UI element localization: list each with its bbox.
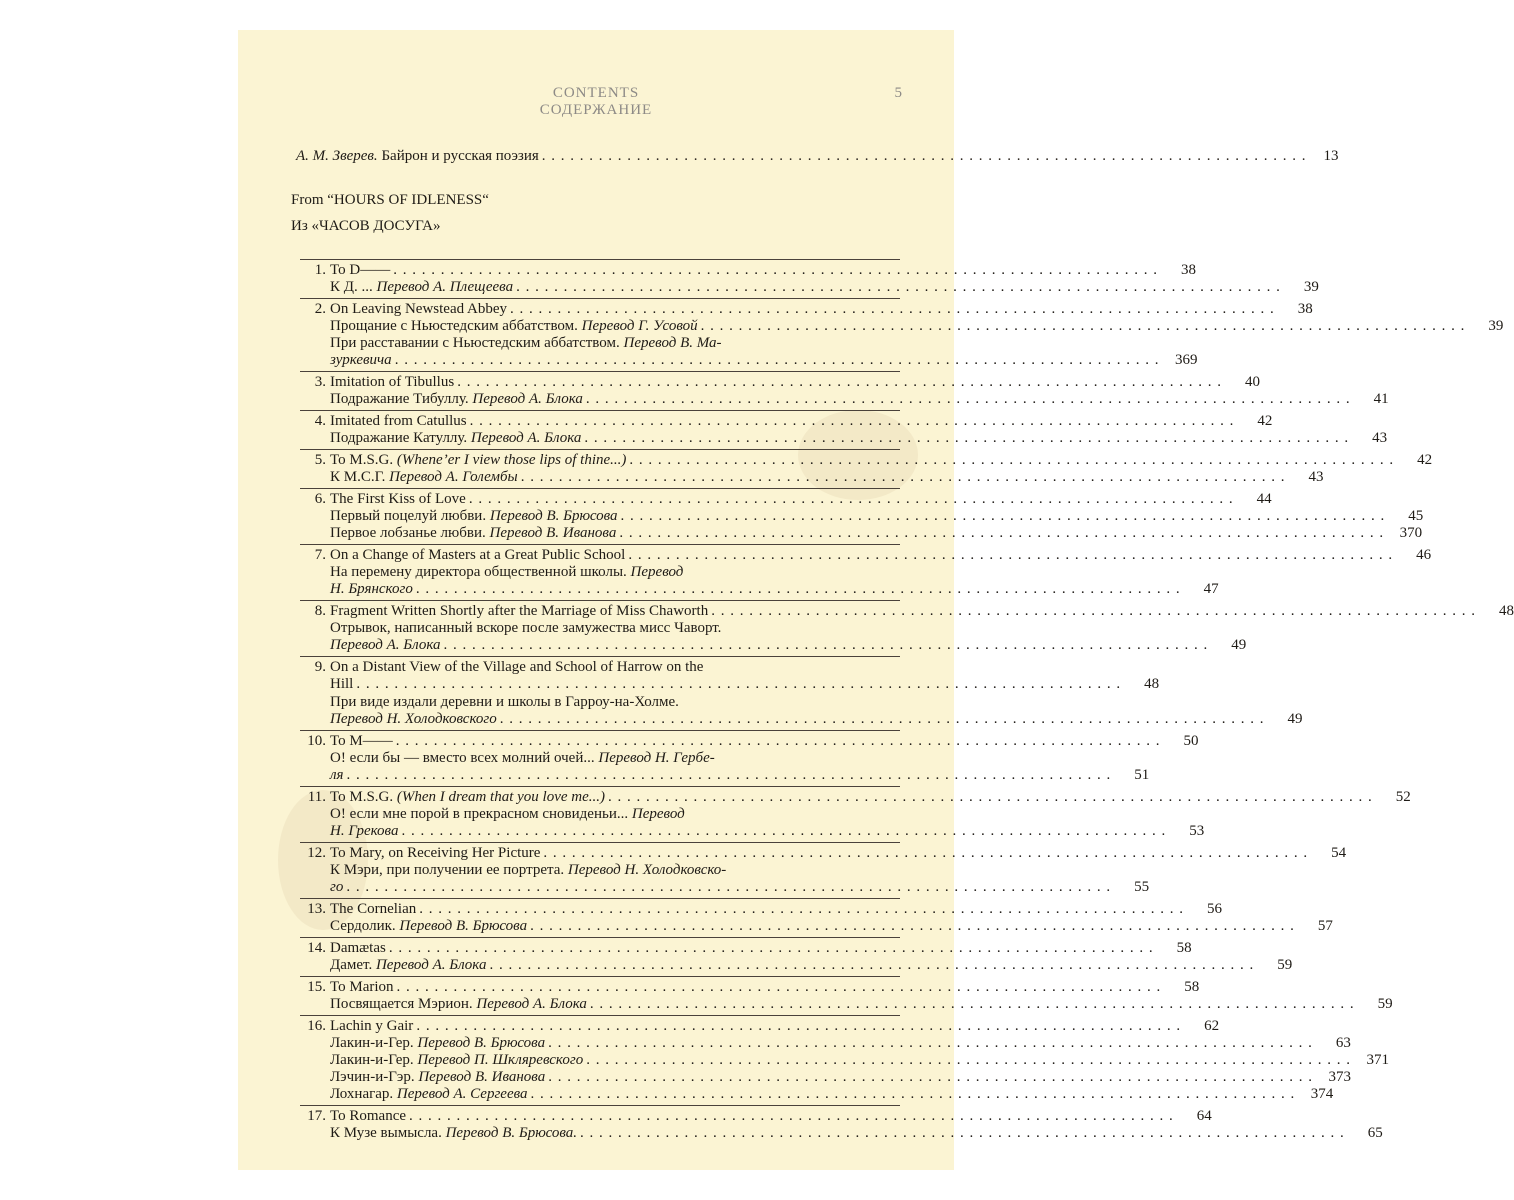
entry-divider [300, 410, 900, 411]
entry-title [330, 452, 626, 469]
leader-dots: . . . . . . . . . . . . . . . . . . . . . . . . . . . . . . . . . . . . . . . . . . . . . . . . . . . . . . . . . . . . . . . . . . . . . . . . . . . . . . . . . [628, 547, 1394, 563]
entry-page: 43 [1372, 430, 1388, 447]
contents-heading-ru: СОДЕРЖАНИЕ [539, 102, 653, 118]
leader-dots: . . . . . . . . . . . . . . . . . . . . . . . . . . . . . . . . . . . . . . . . . . . . . . . . . . . . . . . . . . . . . . . . . . . . . . . . . . . . . . . . . [608, 788, 1373, 805]
leader-dots: . . . . . . . . . . . . . . . . . . . . . . . . . . . . . . . . . . . . . . . . . . . . . . . . . . . . . . . . . . . . . . . . . . . . . . . . . . . . . . . . . [401, 822, 1167, 839]
leader-dots: . . . . . . . . . . . . . . . . . . . . . . . . . . . . . . . . . . . . . . . . . . . . . . . . . . . . . . . . . . . . . . . . . . . . . . . . . . . . . . . . . [585, 391, 1351, 408]
entry-line [330, 508, 1424, 525]
entry-title [330, 1052, 583, 1069]
leader-dots: . . . . . . . . . . . . . . . . . . . . . . . . . . . . . . . . . . . . . . . . . . . . . . . . . . . . . . . . . . . . . . . . . . . . . . . . . . . . . . . . . [520, 469, 1286, 486]
contents-list [238, 30, 1514, 1170]
entry-translator: Перевод [631, 805, 685, 822]
entry-title-text: On a Distant View of the Village and School of Harrow on the [330, 659, 704, 676]
entry-title [330, 918, 527, 935]
entry-line [330, 750, 900, 767]
entry-divider [300, 898, 900, 899]
entry-title [330, 823, 398, 840]
entry-page: 65 [1367, 1125, 1383, 1142]
entry-title [330, 845, 540, 862]
entry-line [330, 603, 1514, 620]
entry-title-text: О! если бы — вместо всех молний очей... [330, 749, 599, 766]
entry-title [330, 901, 416, 918]
entry-line [330, 352, 1198, 369]
entry-page: 58 [1184, 978, 1200, 995]
entry-line [330, 318, 1504, 335]
entry-line [330, 262, 1196, 279]
entry-line [330, 564, 900, 581]
entry-title-text: Посвящается Мэрион. [330, 995, 477, 1012]
entry-line [330, 1108, 1212, 1125]
entry-title [330, 1086, 528, 1103]
leader-dots: . . . . . . . . . . . . . . . . . . . . . . . . . . . . . . . . . . . . . . . . . . . . . . . . . . . . . . . . . . . . . . . . . . . . . . . . . . . . . . . . . [586, 1051, 1351, 1068]
leader-dots: . . . . . . . . . . . . . . . . . . . . . . . . . . . . . . . . . . . . . . . . . . . . . . . . . . . . . . . . . . . . . . . . . . . . . . . . . . . . . . . . . [629, 452, 1395, 468]
entry-divider [300, 600, 900, 601]
entry-line [330, 659, 900, 676]
entry-title [330, 564, 683, 581]
leader-dots: . . . . . . . . . . . . . . . . . . . . . . . . . . . . . . . . . . . . . . . . . . . . . . . . . . . . . . . . . . . . . . . . . . . . . . . . . . . . . . . . . [489, 956, 1255, 973]
entry-number: 4. [314, 413, 326, 430]
entry-title-text: To M—— [330, 732, 393, 749]
leader-dots: . . . . . . . . . . . . . . . . . . . . . . . . . . . . . . . . . . . . . . . . . . . . . . . . . . . . . . . . . . . . . . . . . . . . . . . . . . . . . . . . . [516, 279, 1281, 296]
leader-dots: . . . . . . . . . . . . . . . . . . . . . . . . . . . . . . . . . . . . . . . . . . . . . . . . . . . . . . . . . . . . . . . . . . . . . . . . . . . . . . . . . [530, 917, 1295, 934]
entry-title-text: На перемену директора общественной школы. [330, 564, 631, 581]
leader-dots: . . . . . . . . . . . . . . . . . . . . . . . . . . . . . . . . . . . . . . . . . . . . . . . . . . . . . . . . . . . . . . . . . . . . . . . . . . . . . . . . . [548, 1069, 1313, 1086]
entry-page: 40 [1244, 374, 1260, 391]
entry-line [330, 995, 1393, 1013]
entry-title [330, 957, 486, 974]
entry-page: 371 [1366, 1051, 1389, 1068]
leader-dots: . . . . . . . . . . . . . . . . . . . . . . . . . . . . . . . . . . . . . . . . . . . . . . . . . . . . . . . . . . . . . . . . . . . . . . . . . . . . . . . . . [468, 490, 1234, 507]
entry-line [330, 844, 1347, 862]
entry-page: 45 [1408, 508, 1424, 525]
entry-page: 54 [1331, 844, 1347, 861]
entry-title [330, 940, 386, 957]
entry-title-text: К Д. ... [330, 279, 377, 296]
entry-title-text: К М.С.Г. [330, 469, 390, 486]
entry-title-text: Дамет. [330, 956, 376, 973]
entry-title [330, 525, 616, 542]
entry-translator: Перевод А. Сергеева [396, 1086, 528, 1103]
entry-divider [300, 656, 900, 657]
entry-title [330, 262, 390, 279]
entry-title [330, 637, 440, 654]
entry-divider [300, 1015, 900, 1016]
entry-translator: (Whene’er I view those lips of thine...) [396, 452, 627, 468]
entry-title-text: To M.S.G. [330, 452, 397, 468]
entry-page: 49 [1287, 710, 1303, 727]
entry-translator: Н. Грекова [330, 822, 399, 839]
entry-page: 42 [1417, 452, 1433, 468]
entry-page: 58 [1176, 939, 1192, 956]
entry-title-text: При виде издали деревни и школы в Гарроу-на-Холме. [330, 693, 679, 710]
entry-title [330, 581, 413, 598]
entry-translator: Перевод В. Иванова [418, 1069, 546, 1086]
entry-line [330, 879, 1150, 896]
entry-line [330, 694, 900, 711]
entry-line [330, 862, 900, 879]
entry-title-text: On a Change of Masters at a Great Public School [330, 547, 626, 563]
leader-dots: . . . . . . . . . . . . . . . . . . . . . . . . . . . . . . . . . . . . . . . . . . . . . . . . . . . . . . . . . . . . . . . . . . . . . . . . . . . . . . . . . [388, 939, 1154, 956]
entry-translator: Перевод Г. Усовой [581, 318, 698, 335]
entry-number: 2. [314, 300, 326, 317]
entry-title [330, 413, 467, 430]
entry-title [330, 1069, 545, 1086]
entry-title [330, 789, 605, 806]
entry-number: 14. [307, 939, 326, 956]
entry-page: 51 [1134, 766, 1150, 783]
entry-page: 64 [1196, 1108, 1212, 1124]
leader-dots: . . . . . . . . . . . . . . . . . . . . . . . . . . . . . . . . . . . . . . . . . . . . . . . . . . . . . . . . . . . . . . . . . . . . . . . . . . . . . . . . . [419, 900, 1184, 917]
intro-title: Байрон и русская поэзия [381, 148, 539, 164]
leader-dots: . . . . . . . . . . . . . . . . . . . . . . . . . . . . . . . . . . . . . . . . . . . . . . . . . . . . . . . . . . . . . . . . . . . . . . . . . . . . . . . . . [457, 374, 1222, 391]
entry-title [330, 750, 715, 767]
entry-page: 41 [1373, 391, 1389, 408]
entry-line [330, 1086, 1334, 1103]
leader-dots: . . . . . . . . . . . . . . . . . . . . . . . . . . . . . . . . . . . . . . . . . . . . . . . . . . . . . . . . . . . . . . . . . . . . . . . . . . . . . . . . . [409, 1108, 1174, 1124]
entry-page: 39 [1488, 318, 1504, 335]
entry-title [330, 979, 394, 996]
entry-translator: Перевод А. Блока [330, 637, 441, 654]
entry-translator: зуркевича [330, 352, 392, 369]
entry-divider [300, 371, 900, 372]
entry-title-text: On Leaving Newstead Abbey [330, 300, 508, 317]
leader-dots: . . . . . . . . . . . . . . . . . . . . . . . . . . . . . . . . . . . . . . . . . . . . . . . . . . . . . . . . . . . . . . . . . . . . . . . . . . . . . . . . . [346, 766, 1112, 783]
entry-divider [300, 298, 900, 299]
entry-title-text: Hill [330, 676, 354, 693]
entry-title-text: Лохнагар. [330, 1086, 397, 1103]
entry-title [330, 1018, 413, 1035]
entry-translator: Перевод В. Брюсова. [445, 1125, 578, 1142]
entry-line [330, 676, 1160, 693]
leader-dots: . . . . . . . . . . . . . . . . . . . . . . . . . . . . . . . . . . . . . . . . . . . . . . . . . . . . . . . . . . . . . . . . . . . . . . . . . . . . . . . . . [416, 1017, 1182, 1034]
entry-page: 52 [1395, 788, 1411, 805]
entry-translator: (When I dream that you love me...) [396, 788, 606, 805]
entry-title [330, 996, 587, 1013]
entry-line [330, 822, 1205, 840]
entry-line [330, 732, 1199, 750]
entry-translator: Перевод [630, 564, 684, 581]
leader-dots: . . . . . . . . . . . . . . . . . . . . . . . . . . . . . . . . . . . . . . . . . . . . . . . . . . . . . . . . . . . . . . . . . . . . . . . . . . . . . . . . . [543, 844, 1309, 861]
entry-line [330, 788, 1411, 806]
leader-dots: . . . . . . . . . . . . . . . . . . . . . . . . . . . . . . . . . . . . . . . . . . . . . . . . . . . . . . . . . . . . . . . . . . . . . . . . . . . . . . . . . [393, 262, 1158, 278]
entry-translator: Перевод Н. Гербе- [598, 749, 715, 766]
entry-translator: Перевод В. Иванова [489, 525, 617, 542]
entry-title [330, 430, 581, 447]
entry-title [330, 318, 698, 335]
entry-page: 56 [1206, 900, 1222, 917]
entry-line [330, 1051, 1389, 1069]
entry-title-text: К Мэри, при получении ее портрета. [330, 861, 568, 878]
entry-translator: го [330, 879, 344, 896]
entry-title-text: О! если мне порой в прекрасном сновиденьи... [330, 805, 632, 822]
leader-dots: . . . . . . . . . . . . . . . . . . . . . . . . . . . . . . . . . . . . . . . . . . . . . . . . . . . . . . . . . . . . . . . . . . . . . . . . . . . . . . . . . [415, 581, 1181, 598]
entry-line [330, 335, 900, 352]
entry-title [330, 491, 466, 508]
entry-page: 38 [1180, 262, 1196, 278]
entry-title [330, 547, 625, 564]
intro-page: 13 [1323, 148, 1339, 164]
book-page [238, 30, 1514, 1170]
entry-line [330, 452, 1433, 469]
entry-title [330, 391, 583, 408]
entry-title-text: Подражание Катуллу. [330, 430, 471, 447]
leader-dots: . . . . . . . . . . . . . . . . . . . . . . . . . . . . . . . . . . . . . . . . . . . . . . . . . . . . . . . . . . . . . . . . . . . . . . . . . . . . . . . . . [499, 710, 1265, 727]
entry-line [330, 917, 1333, 935]
section-title-en: From “HOURS OF IDLENESS“ [291, 192, 489, 208]
entry-line [330, 766, 1150, 784]
entry-page: 373 [1328, 1069, 1351, 1086]
entry-title [330, 806, 685, 823]
entry-page: 49 [1231, 637, 1247, 654]
entry-title-text: To D—— [330, 262, 391, 278]
entry-translator: Перевод В. Брюсова [417, 1034, 546, 1051]
entry-title-text: К Музе вымысла. [330, 1125, 446, 1142]
intro-author: А. М. Зверев. [296, 148, 378, 164]
entry-page: 63 [1335, 1034, 1351, 1051]
entry-translator: Перевод А. Блока [470, 430, 582, 447]
entry-page: 59 [1277, 956, 1293, 973]
entry-title-text: Imitation of Tibullus [330, 374, 455, 391]
leader-dots: . . . . . . . . . . . . . . . . . . . . . . . . . . . . . . . . . . . . . . . . . . . . . . . . . . . . . . . . . . . . . . . . . . . . . . . . . . . . . . . . . [548, 1034, 1313, 1051]
entry-line [330, 710, 1303, 728]
entry-title-text: Imitated from Catullus [330, 413, 467, 430]
entry-line [330, 525, 1423, 542]
leader-dots: . . . . . . . . . . . . . . . . . . . . . . . . . . . . . . . . . . . . . . . . . . . . . . . . . . . . . . . . . . . . . . . . . . . . . . . . . . . . . . . . . [356, 676, 1122, 693]
entry-divider [300, 842, 900, 843]
leader-dots: . . . . . . . . . . . . . . . . . . . . . . . . . . . . . . . . . . . . . . . . . . . . . . . . . . . . . . . . . . . . . . . . . . . . . . . . . . . . . . . . . [541, 148, 1307, 164]
entry-title-text: Fragment Written Shortly after the Marriage of Miss Chaworth [330, 603, 709, 620]
entry-translator: Перевод В. Брюсова [399, 917, 528, 934]
entry-line [330, 637, 1247, 654]
entry-line [330, 300, 1313, 318]
entry-number: 7. [314, 547, 326, 563]
section-title-ru: Из «ЧАСОВ ДОСУГА» [291, 218, 441, 234]
entry-title-text: Первое лобзанье любви. [330, 525, 490, 542]
entry-translator: Перевод А. Блока [375, 956, 487, 973]
entry-title-text: Lachin y Gair [330, 1017, 414, 1034]
entry-page: 50 [1183, 732, 1199, 749]
entry-number: 17. [307, 1108, 326, 1124]
entry-divider [300, 544, 900, 545]
entry-title [330, 1108, 406, 1125]
entry-line [330, 806, 900, 823]
leader-dots: . . . . . . . . . . . . . . . . . . . . . . . . . . . . . . . . . . . . . . . . . . . . . . . . . . . . . . . . . . . . . . . . . . . . . . . . . . . . . . . . . [395, 732, 1161, 749]
entry-page: 62 [1204, 1017, 1220, 1034]
leader-dots: . . . . . . . . . . . . . . . . . . . . . . . . . . . . . . . . . . . . . . . . . . . . . . . . . . . . . . . . . . . . . . . . . . . . . . . . . . . . . . . . . [580, 1125, 1345, 1142]
entry-page: 53 [1189, 822, 1205, 839]
entry-title-text: The Cornelian [330, 900, 417, 917]
entry-line [330, 391, 1389, 408]
entry-divider [300, 1105, 900, 1106]
entry-translator: Перевод А. Блока [472, 391, 583, 408]
entry-translator: Перевод А. Голембы [389, 469, 518, 486]
entry-line [330, 978, 1200, 996]
contents-heading-en: CONTENTS [552, 85, 640, 101]
entry-number: 15. [307, 978, 326, 995]
entry-title [330, 659, 703, 676]
entry-line [330, 956, 1293, 974]
entry-title [330, 711, 497, 728]
entry-line [330, 900, 1222, 918]
entry-title-text: To Marion [330, 978, 394, 995]
entry-divider [300, 488, 900, 489]
entry-title-text: To Mary, on Receiving Her Picture [330, 844, 541, 861]
entry-number: 9. [314, 659, 326, 676]
entry-page: 43 [1308, 469, 1324, 486]
leader-dots: . . . . . . . . . . . . . . . . . . . . . . . . . . . . . . . . . . . . . . . . . . . . . . . . . . . . . . . . . . . . . . . . . . . . . . . . . . . . . . . . . [530, 1086, 1296, 1103]
entry-line [330, 279, 1319, 296]
leader-dots: . . . . . . . . . . . . . . . . . . . . . . . . . . . . . . . . . . . . . . . . . . . . . . . . . . . . . . . . . . . . . . . . . . . . . . . . . . . . . . . . . [394, 352, 1160, 369]
entry-title-text: To M.S.G. [330, 788, 397, 805]
entry-title-text: The First Kiss of Love [330, 490, 466, 507]
entry-line [330, 1069, 1351, 1086]
entry-title-text: Лэчин-и-Гэр. [330, 1069, 419, 1086]
entry-page: 369 [1174, 352, 1198, 369]
entry-title [330, 301, 507, 318]
leader-dots: . . . . . . . . . . . . . . . . . . . . . . . . . . . . . . . . . . . . . . . . . . . . . . . . . . . . . . . . . . . . . . . . . . . . . . . . . . . . . . . . . [469, 413, 1235, 430]
entry-title [330, 879, 343, 896]
entry-title-text: Прощание с Ньюстедским аббатством. [330, 318, 582, 335]
leader-dots: . . . . . . . . . . . . . . . . . . . . . . . . . . . . . . . . . . . . . . . . . . . . . . . . . . . . . . . . . . . . . . . . . . . . . . . . . . . . . . . . . [510, 300, 1275, 317]
entry-divider [300, 937, 900, 938]
entry-page: 44 [1256, 490, 1272, 507]
entry-translator: Перевод П. Шкляревского [417, 1051, 584, 1068]
entry-divider [300, 976, 900, 977]
entry-title-text: Сердолик. [330, 917, 400, 934]
entry-title-text: Damætas [330, 939, 386, 956]
entry-page: 42 [1257, 413, 1273, 430]
leader-dots: . . . . . . . . . . . . . . . . . . . . . . . . . . . . . . . . . . . . . . . . . . . . . . . . . . . . . . . . . . . . . . . . . . . . . . . . . . . . . . . . . [711, 603, 1476, 620]
entry-number: 12. [307, 844, 326, 861]
leader-dots: . . . . . . . . . . . . . . . . . . . . . . . . . . . . . . . . . . . . . . . . . . . . . . . . . . . . . . . . . . . . . . . . . . . . . . . . . . . . . . . . . [346, 879, 1112, 896]
entry-title [330, 1035, 545, 1052]
entry-line [330, 374, 1260, 391]
entry-divider [300, 786, 900, 787]
leader-dots: . . . . . . . . . . . . . . . . . . . . . . . . . . . . . . . . . . . . . . . . . . . . . . . . . . . . . . . . . . . . . . . . . . . . . . . . . . . . . . . . . [396, 978, 1162, 995]
entry-translator: Перевод Н. Холодковско- [567, 861, 727, 878]
entry-line [330, 1017, 1220, 1035]
entry-title-text: Лакин-и-Гер. [330, 1051, 418, 1068]
entry-divider [300, 259, 900, 260]
entry-title [330, 352, 392, 369]
entry-number: 1. [314, 262, 326, 278]
entry-translator: Перевод Н. Холодковского [330, 710, 497, 727]
entry-page: 38 [1297, 300, 1313, 317]
entry-title-text: Первый поцелуй любви. [330, 508, 490, 525]
entry-number: 6. [314, 490, 326, 507]
entry-translator: Перевод А. Плещеева [376, 279, 514, 296]
entry-title-text: Лакин-и-Гер. [330, 1034, 418, 1051]
entry-page: 39 [1303, 279, 1319, 296]
entry-title [330, 469, 518, 486]
entry-number: 13. [307, 900, 326, 917]
entry-title [330, 1125, 577, 1142]
entry-page: 48 [1144, 676, 1160, 693]
entry-page: 59 [1377, 995, 1393, 1012]
entry-line [330, 581, 1219, 598]
entry-title [330, 694, 679, 711]
entry-page: 48 [1498, 603, 1514, 620]
leader-dots: . . . . . . . . . . . . . . . . . . . . . . . . . . . . . . . . . . . . . . . . . . . . . . . . . . . . . . . . . . . . . . . . . . . . . . . . . . . . . . . . . [619, 525, 1385, 542]
entry-translator: Перевод А. Блока [476, 995, 587, 1012]
entry-line [330, 1125, 1383, 1142]
entry-line [330, 469, 1324, 486]
entry-title [330, 767, 344, 784]
entry-page: 55 [1134, 879, 1150, 896]
entry-line [330, 939, 1192, 957]
entry-number: 16. [307, 1017, 326, 1034]
entry-translator: Перевод В. Брюсова [489, 508, 618, 525]
entry-line [330, 430, 1388, 447]
leader-dots: . . . . . . . . . . . . . . . . . . . . . . . . . . . . . . . . . . . . . . . . . . . . . . . . . . . . . . . . . . . . . . . . . . . . . . . . . . . . . . . . . [584, 430, 1350, 447]
entry-title-text: Подражание Тибуллу. [330, 391, 473, 408]
entry-line [330, 620, 900, 637]
entry-title [330, 733, 393, 750]
entry-translator: Перевод В. Ма- [623, 335, 722, 352]
entry-number: 5. [314, 452, 326, 468]
entry-title-text: To Romance [330, 1108, 407, 1124]
entry-number: 11. [307, 788, 326, 805]
entry-page: 57 [1317, 917, 1333, 934]
entry-title-text: При расставании с Ньюстедским аббатством. [330, 335, 624, 352]
entry-line [330, 490, 1272, 508]
entry-title [330, 603, 708, 620]
entry-number: 3. [314, 374, 326, 391]
leader-dots: . . . . . . . . . . . . . . . . . . . . . . . . . . . . . . . . . . . . . . . . . . . . . . . . . . . . . . . . . . . . . . . . . . . . . . . . . . . . . . . . . [620, 508, 1386, 525]
entry-line [330, 413, 1273, 430]
entry-translator: ля [330, 766, 344, 783]
entry-title [330, 620, 721, 637]
entry-title [330, 279, 513, 296]
entry-page: 370 [1399, 525, 1423, 542]
entry-line [330, 1034, 1351, 1052]
leader-dots: . . . . . . . . . . . . . . . . . . . . . . . . . . . . . . . . . . . . . . . . . . . . . . . . . . . . . . . . . . . . . . . . . . . . . . . . . . . . . . . . . [589, 995, 1355, 1012]
entry-page: 46 [1416, 547, 1432, 563]
entry-line [330, 547, 1432, 564]
leader-dots: . . . . . . . . . . . . . . . . . . . . . . . . . . . . . . . . . . . . . . . . . . . . . . . . . . . . . . . . . . . . . . . . . . . . . . . . . . . . . . . . . [443, 637, 1209, 654]
entry-title-text: Отрывок, написанный вскоре после замужества мисс Чаворт. [330, 620, 722, 637]
entry-number: 10. [307, 732, 326, 749]
leader-dots: . . . . . . . . . . . . . . . . . . . . . . . . . . . . . . . . . . . . . . . . . . . . . . . . . . . . . . . . . . . . . . . . . . . . . . . . . . . . . . . . . [700, 318, 1466, 335]
entry-number: 8. [314, 603, 326, 620]
entry-page: 47 [1203, 581, 1219, 598]
entry-divider [300, 449, 900, 450]
entry-translator: Н. Брянского [330, 581, 413, 598]
entry-divider [300, 730, 900, 731]
entry-title [330, 335, 722, 352]
entry-page: 374 [1310, 1086, 1334, 1103]
page-number: 5 [894, 85, 902, 101]
entry-title [330, 862, 726, 879]
entry-title [330, 374, 454, 391]
entry-title [330, 508, 618, 525]
entry-title [330, 676, 353, 693]
